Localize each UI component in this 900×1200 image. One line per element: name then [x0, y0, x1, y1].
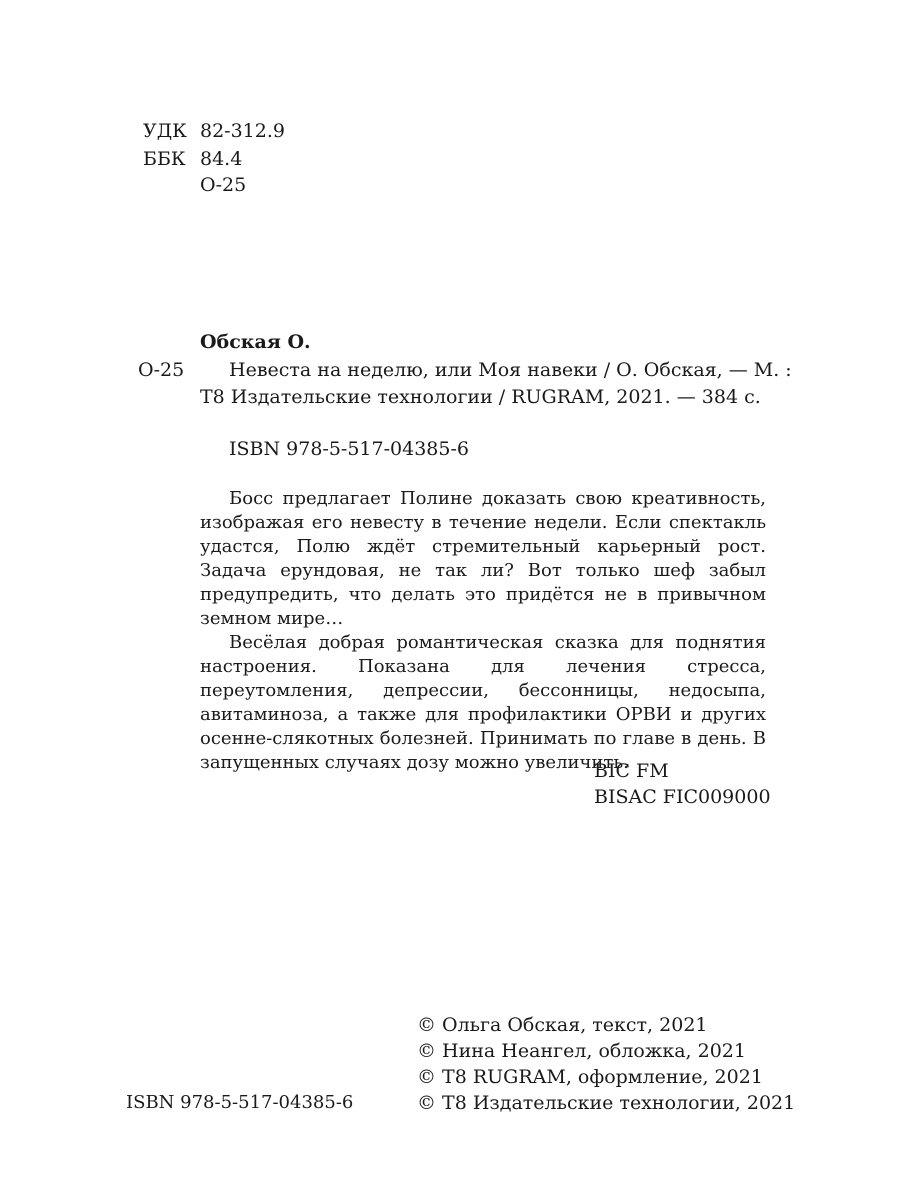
bbk-value: 84.4	[200, 148, 243, 170]
abstract	[200, 487, 766, 775]
copyright-line: © Т8 RUGRAM, оформление, 2021	[417, 1066, 763, 1088]
author-name: Обская О.	[200, 331, 311, 353]
bibliography-line-1: Невеста на неделю, или Моя навеки / О. Обская, — М. :	[229, 359, 792, 381]
udk-label: УДК	[143, 120, 187, 142]
abstract-paragraph-2: Весёлая добрая романтическая сказка для поднятия настроения. Показана для лечения стресса, переутомления, депрессии, бессонницы, недосыпа, авитаминоза, а также для профилактики ОРВИ и других осенне-слякотных болезней. Принимать по главе в день. В запущенных случаях дозу можно увеличить.	[200, 632, 766, 773]
bibliography-isbn: ISBN 978-5-517-04385-6	[229, 438, 469, 460]
copyright-line: © Нина Неангел, обложка, 2021	[417, 1040, 746, 1062]
bibliography-mark: О-25	[138, 359, 185, 381]
bic-code: BIC FM	[594, 760, 669, 782]
abstract-paragraph-1: Босс предлагает Полине доказать свою креативность, изображая его невесту в течение недели. Если спектакль удастся, Полю ждёт стремительный карьерный рост. Задача ерундовая, не так ли? Вот только шеф забыл предупредить, что делать это придётся не в привычном земном мире…	[200, 488, 766, 629]
bbk-label: ББК	[143, 148, 186, 170]
udk-value: 82-312.9	[200, 120, 285, 142]
copyright-line: © Т8 Издательские технологии, 2021	[417, 1092, 796, 1114]
footer-isbn: ISBN 978-5-517-04385-6	[126, 1092, 354, 1113]
bibliography-line-2: Т8 Издательские технологии / RUGRAM, 2021. — 384 с.	[200, 386, 761, 408]
copyright-line: © Ольга Обская, текст, 2021	[417, 1014, 708, 1036]
author-mark: О-25	[200, 174, 247, 196]
bisac-code: BISAC FIC009000	[594, 786, 771, 808]
